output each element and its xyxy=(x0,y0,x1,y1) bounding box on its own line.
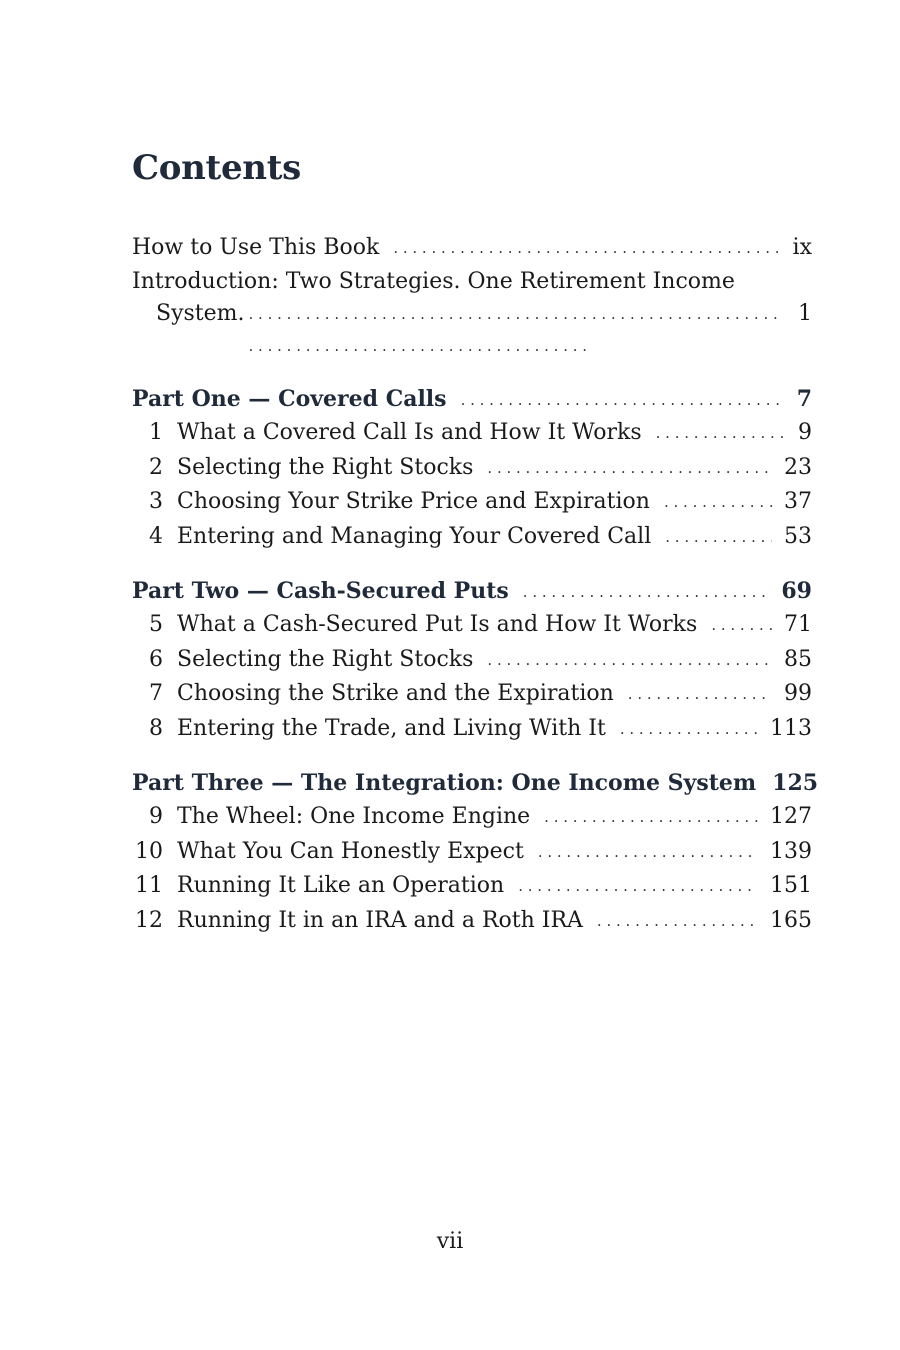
toc-chapter-4[interactable] xyxy=(132,520,812,555)
chapter-page: 127 xyxy=(770,804,812,830)
dot-leader xyxy=(620,712,758,747)
part-page: 125 xyxy=(772,769,819,796)
chapter-number: 8 xyxy=(149,715,163,741)
toc-entry-introduction[interactable] xyxy=(132,266,812,363)
part-title: Part Three — The Integration: One Income System xyxy=(132,769,757,796)
toc-chapter-3[interactable] xyxy=(132,485,812,520)
chapter-page: 9 xyxy=(798,420,812,446)
dot-leader xyxy=(597,904,758,939)
dot-leader xyxy=(628,677,772,712)
page-number-folio: vii xyxy=(436,1229,464,1254)
toc-chapter-10[interactable] xyxy=(132,835,812,870)
dot-leader xyxy=(518,869,758,904)
chapter-page: 23 xyxy=(784,454,812,480)
dot-leader xyxy=(711,608,772,643)
dot-leader xyxy=(656,416,786,451)
toc-entry-how-to-use[interactable] xyxy=(132,231,812,266)
chapter-number: 5 xyxy=(149,612,163,638)
dot-leader xyxy=(538,835,758,870)
toc-entry-label: How to Use This Book xyxy=(132,235,380,260)
chapter-title: What a Covered Call Is and How It Works xyxy=(177,420,642,446)
chapter-number: 11 xyxy=(135,873,163,899)
toc-chapter-7[interactable] xyxy=(132,677,812,712)
toc-entry-label: Introduction: Two Strategies. One Retirement Income xyxy=(132,268,735,294)
chapter-number: 2 xyxy=(149,454,163,480)
chapter-page: 53 xyxy=(784,523,812,549)
part-page: 69 xyxy=(781,577,812,604)
chapter-page: 139 xyxy=(770,838,812,864)
chapter-page: 85 xyxy=(784,646,812,672)
toc-part-one[interactable] xyxy=(132,382,812,417)
chapter-number: 3 xyxy=(149,489,163,515)
toc-chapter-9[interactable] xyxy=(132,800,812,835)
chapter-title: Entering the Trade, and Living With It xyxy=(177,715,606,741)
chapter-title: Selecting the Right Stocks xyxy=(177,454,474,480)
toc-chapter-12[interactable] xyxy=(132,904,812,939)
chapter-number: 9 xyxy=(149,804,163,830)
table-of-contents xyxy=(132,231,819,939)
chapter-title: Choosing the Strike and the Expiration xyxy=(177,681,614,707)
dot-leader xyxy=(665,520,772,555)
toc-chapter-8[interactable] xyxy=(132,712,812,747)
part-page: 7 xyxy=(796,385,812,412)
chapter-page: 99 xyxy=(784,681,812,707)
dot-leader xyxy=(523,575,770,610)
chapter-title: Running It Like an Operation xyxy=(177,873,505,899)
chapter-title: Entering and Managing Your Covered Call xyxy=(177,523,652,549)
chapter-title: What You Can Honestly Expect xyxy=(177,838,524,864)
toc-chapter-2[interactable] xyxy=(132,451,812,486)
chapter-number: 4 xyxy=(149,523,163,549)
chapter-page: 71 xyxy=(784,612,812,638)
dot-leader xyxy=(544,800,758,835)
chapter-page: 165 xyxy=(770,907,812,933)
dot-leader xyxy=(249,298,786,362)
chapter-title: Running It in an IRA and a Roth IRA xyxy=(177,907,583,933)
chapter-title: Selecting the Right Stocks xyxy=(177,646,474,672)
chapter-number: 7 xyxy=(149,681,163,707)
toc-chapter-6[interactable] xyxy=(132,643,812,678)
part-title: Part Two — Cash-Secured Puts xyxy=(132,577,509,604)
chapter-title: The Wheel: One Income Engine xyxy=(177,804,531,830)
chapter-page: 151 xyxy=(770,873,812,899)
toc-entry-page: ix xyxy=(792,235,812,260)
chapter-number: 10 xyxy=(135,838,163,864)
chapter-page: 113 xyxy=(770,715,812,741)
toc-part-three[interactable] xyxy=(132,766,819,801)
dot-leader xyxy=(487,643,772,678)
toc-entry-label-tail: System. xyxy=(156,300,245,326)
toc-chapter-1[interactable] xyxy=(132,416,812,451)
toc-entry-page: 1 xyxy=(798,300,812,326)
chapter-number: 12 xyxy=(135,907,163,933)
part-title: Part One — Covered Calls xyxy=(132,385,447,412)
toc-part-two[interactable] xyxy=(132,574,812,609)
toc-chapter-5[interactable] xyxy=(132,608,812,643)
page-title: Contents xyxy=(132,148,301,188)
dot-leader xyxy=(393,231,780,266)
chapter-number: 6 xyxy=(149,646,163,672)
chapter-title: Choosing Your Strike Price and Expiration xyxy=(177,489,650,515)
dot-leader xyxy=(487,451,772,486)
dot-leader xyxy=(664,485,772,520)
toc-chapter-11[interactable] xyxy=(132,869,812,904)
chapter-title: What a Cash-Secured Put Is and How It Works xyxy=(177,612,698,638)
toc-entry-label-continued xyxy=(132,298,812,363)
chapter-number: 1 xyxy=(149,420,163,446)
chapter-page: 37 xyxy=(784,489,812,515)
dot-leader xyxy=(461,383,785,418)
